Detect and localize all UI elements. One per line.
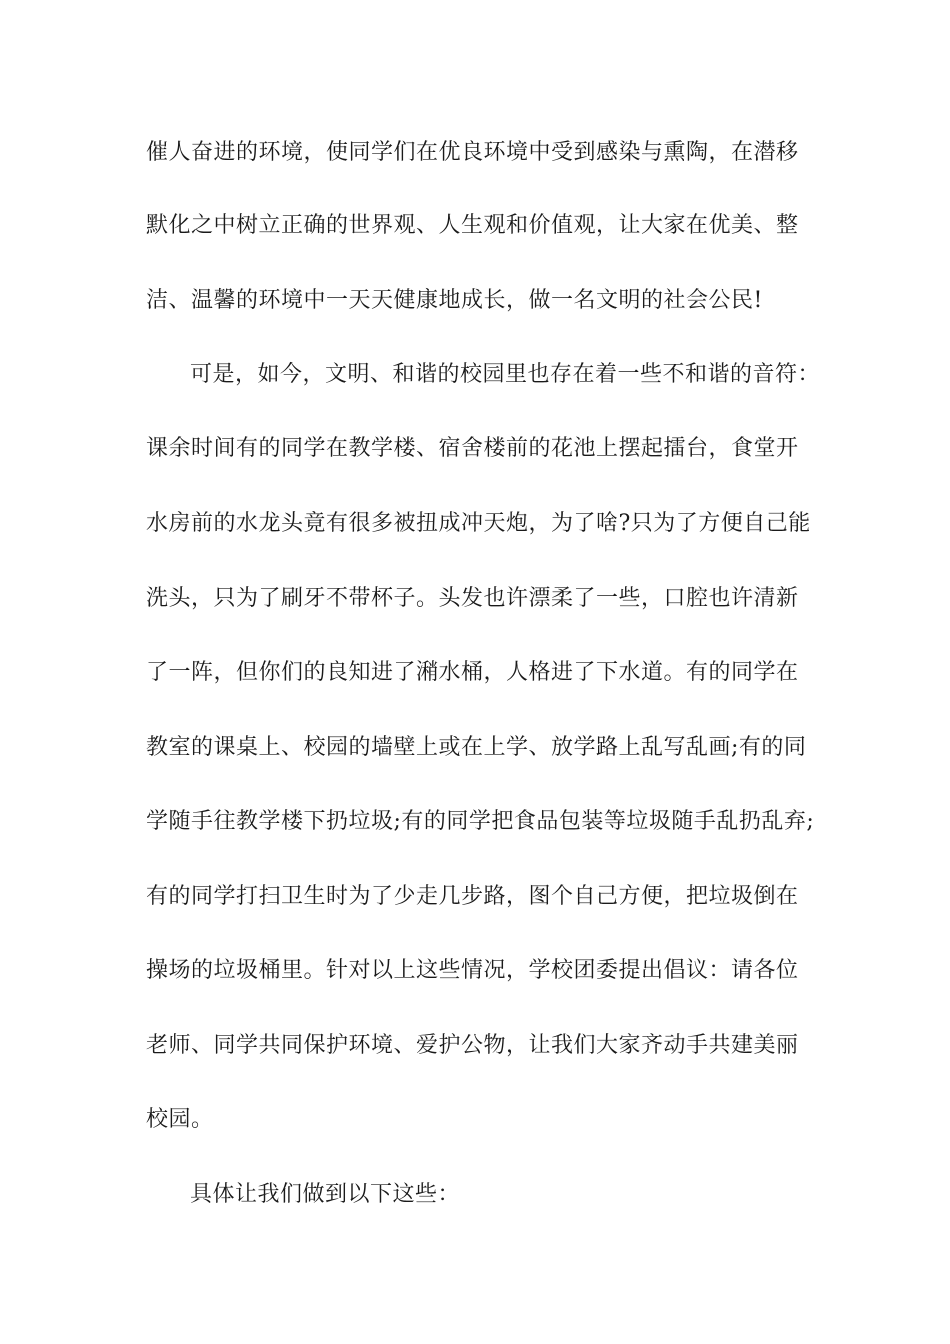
text-line-1: 催人奋进的环境，使同学们在优良环境中受到感染与熏陶，在潜移 (146, 140, 799, 165)
text-line-8: 了一阵，但你们的良知进了潲水桶，人格进了下水道。有的同学在 (146, 660, 799, 685)
text-line-6: 水房前的水龙头竟有很多被扭成冲天炮，为了啥?只为了方便自己能 (146, 511, 811, 536)
text-line-10: 学随手往教学楼下扔垃圾;有的同学把食品包装等垃圾随手乱扔乱弃; (146, 809, 815, 834)
text-line-3: 洁、温馨的环境中一天天健康地成长，做一名文明的社会公民! (146, 288, 763, 313)
paragraph-start-line-2: 具体让我们做到以下这些： (190, 1182, 461, 1207)
text-line-2: 默化之中树立正确的世界观、人生观和价值观，让大家在优美、整 (146, 213, 799, 238)
text-line-13: 老师、同学共同保护环境、爱护公物，让我们大家齐动手共建美丽 (146, 1033, 799, 1058)
text-line-14: 校园。 (146, 1107, 214, 1132)
text-line-11: 有的同学打扫卫生时为了少走几步路，图个自己方便，把垃圾倒在 (146, 884, 799, 909)
text-line-9: 教室的课桌上、校园的墙壁上或在上学、放学路上乱写乱画;有的同 (146, 735, 807, 760)
paragraph-start-line: 可是，如今，文明、和谐的校园里也存在着一些不和谐的音符： (190, 362, 821, 387)
text-line-7: 洗头，只为了刷牙不带杯子。头发也许漂柔了一些，口腔也许清新 (146, 586, 799, 611)
text-line-12: 操场的垃圾桶里。针对以上这些情况，学校团委提出倡议：请各位 (146, 958, 799, 983)
text-line-5: 课余时间有的同学在教学楼、宿舍楼前的花池上摆起擂台，食堂开 (146, 436, 799, 461)
